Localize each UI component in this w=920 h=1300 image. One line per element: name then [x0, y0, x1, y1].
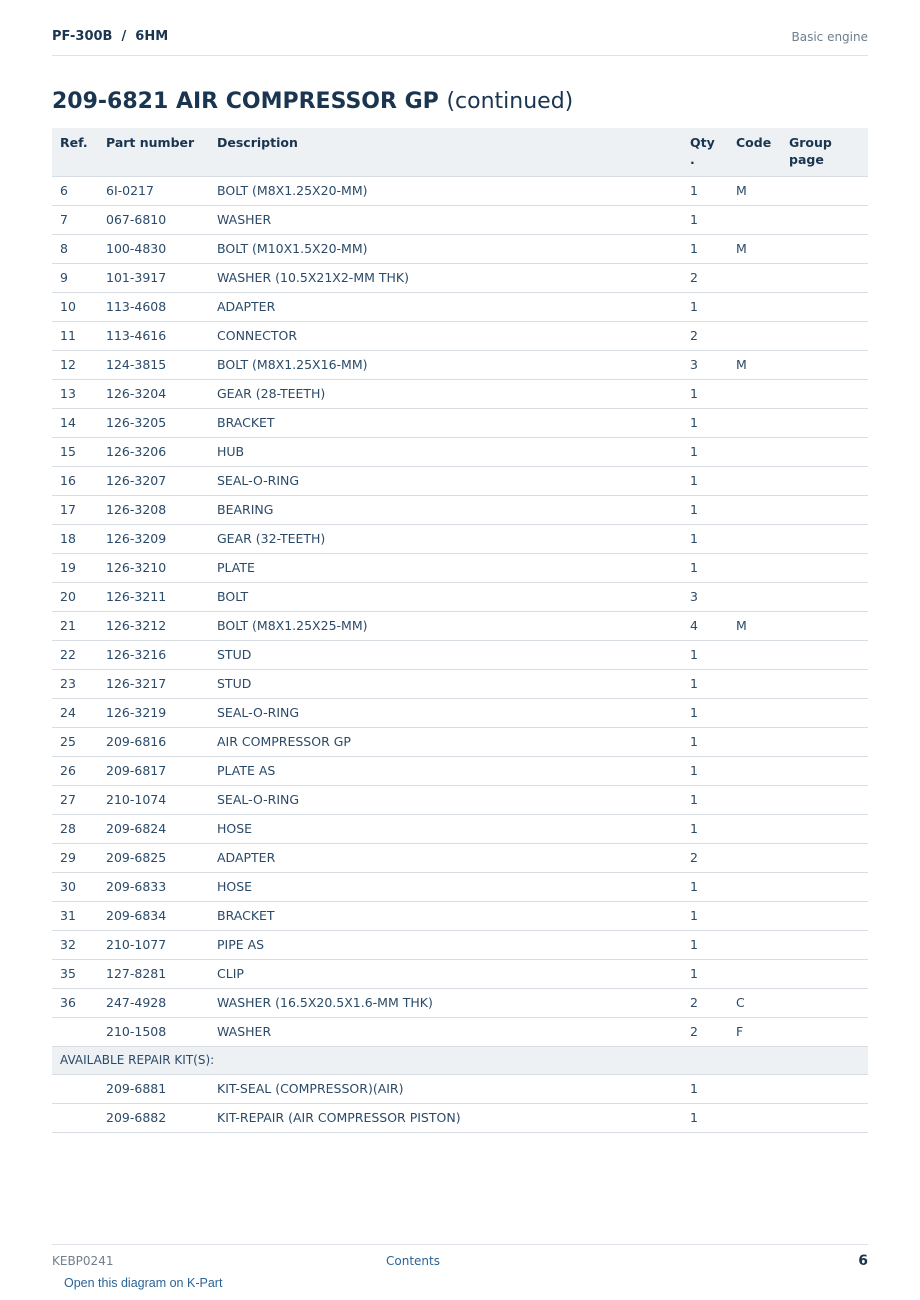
code-cell — [728, 785, 781, 814]
table-row — [52, 553, 868, 582]
part-number-cell: 210-1508 — [98, 1017, 209, 1046]
group-title: 209-6821 AIR COMPRESSOR GP — [52, 89, 439, 114]
table-row — [52, 988, 868, 1017]
part-number-cell: 126-3212 — [98, 611, 209, 640]
description-cell: PIPE AS — [209, 930, 682, 959]
group-page-cell — [781, 640, 868, 669]
col-header-group-page: Group page — [781, 128, 868, 176]
part-number-cell: 126-3204 — [98, 379, 209, 408]
group-page-cell — [781, 959, 868, 988]
part-number-cell: 113-4616 — [98, 321, 209, 350]
ref-cell: 16 — [52, 466, 98, 495]
group-page-cell — [781, 292, 868, 321]
code-cell — [728, 959, 781, 988]
description-cell: SEAL-O-RING — [209, 698, 682, 727]
part-number-cell: 209-6825 — [98, 843, 209, 872]
ref-cell: 18 — [52, 524, 98, 553]
description-cell: BOLT (M10X1.5X20-MM) — [209, 234, 682, 263]
qty-cell: 1 — [682, 785, 728, 814]
qty-cell: 1 — [682, 437, 728, 466]
code-cell — [728, 669, 781, 698]
ref-cell: 12 — [52, 350, 98, 379]
section-label: Basic engine — [791, 30, 868, 44]
code-cell — [728, 437, 781, 466]
code-cell: C — [728, 988, 781, 1017]
description-cell: HOSE — [209, 814, 682, 843]
group-page-cell — [781, 321, 868, 350]
part-number-cell: 100-4830 — [98, 234, 209, 263]
table-row — [52, 640, 868, 669]
table-row — [52, 524, 868, 553]
part-number-cell: 247-4928 — [98, 988, 209, 1017]
group-page-cell — [781, 930, 868, 959]
table-row — [52, 669, 868, 698]
col-header-qty: Qty . — [682, 128, 728, 176]
group-page-cell — [781, 379, 868, 408]
part-number-cell: 126-3219 — [98, 698, 209, 727]
table-row — [52, 408, 868, 437]
group-page-cell — [781, 263, 868, 292]
qty-cell: 1 — [682, 872, 728, 901]
description-cell: PLATE AS — [209, 756, 682, 785]
parts-table-body — [52, 176, 868, 1132]
code-cell — [728, 1074, 781, 1103]
ref-cell: 15 — [52, 437, 98, 466]
qty-cell: 1 — [682, 524, 728, 553]
part-number-cell: 067-6810 — [98, 205, 209, 234]
code-cell: M — [728, 176, 781, 205]
ref-cell: 9 — [52, 263, 98, 292]
part-number-cell: 209-6817 — [98, 756, 209, 785]
qty-cell: 2 — [682, 843, 728, 872]
description-cell: BOLT (M8X1.25X20-MM) — [209, 176, 682, 205]
part-number-cell: 126-3205 — [98, 408, 209, 437]
code-cell — [728, 756, 781, 785]
group-page-cell — [781, 872, 868, 901]
ref-cell: 19 — [52, 553, 98, 582]
table-row — [52, 263, 868, 292]
description-cell: ADAPTER — [209, 843, 682, 872]
part-number-cell: 209-6834 — [98, 901, 209, 930]
code-cell — [728, 495, 781, 524]
ref-cell: 7 — [52, 205, 98, 234]
qty-cell: 1 — [682, 1103, 728, 1132]
code-cell — [728, 321, 781, 350]
qty-cell: 1 — [682, 756, 728, 785]
group-page-cell — [781, 785, 868, 814]
part-number-cell: 113-4608 — [98, 292, 209, 321]
page-number: 6 — [858, 1253, 868, 1269]
group-page-cell — [781, 466, 868, 495]
group-page-cell — [781, 814, 868, 843]
col-header-description: Description — [209, 128, 682, 176]
table-row — [52, 495, 868, 524]
table-row — [52, 437, 868, 466]
qty-cell: 1 — [682, 205, 728, 234]
description-cell: CLIP — [209, 959, 682, 988]
table-row — [52, 959, 868, 988]
page-title — [52, 89, 573, 114]
qty-cell: 1 — [682, 466, 728, 495]
col-header-ref: Ref. — [52, 128, 98, 176]
code-cell — [728, 930, 781, 959]
continued-label: (continued) — [446, 89, 574, 114]
code-cell — [728, 205, 781, 234]
ref-cell: 36 — [52, 988, 98, 1017]
group-page-cell — [781, 988, 868, 1017]
description-cell: WASHER — [209, 205, 682, 234]
table-row — [52, 321, 868, 350]
description-cell: BOLT (M8X1.25X25-MM) — [209, 611, 682, 640]
code-cell — [728, 379, 781, 408]
description-cell: ADAPTER — [209, 292, 682, 321]
part-number-cell: 127-8281 — [98, 959, 209, 988]
table-row — [52, 379, 868, 408]
qty-cell: 1 — [682, 640, 728, 669]
repair-kit-row — [52, 1074, 868, 1103]
code-cell — [728, 524, 781, 553]
group-page-cell — [781, 1017, 868, 1046]
part-number-cell: 6I-0217 — [98, 176, 209, 205]
table-row — [52, 234, 868, 263]
code-cell — [728, 727, 781, 756]
model-label: PF-300B / 6HM — [52, 29, 169, 44]
part-number-cell: 126-3208 — [98, 495, 209, 524]
ref-cell — [52, 1103, 98, 1132]
table-row — [52, 1017, 868, 1046]
ref-cell: 24 — [52, 698, 98, 727]
ref-cell — [52, 1017, 98, 1046]
ref-cell: 23 — [52, 669, 98, 698]
description-cell: KIT-SEAL (COMPRESSOR)(AIR) — [209, 1074, 682, 1103]
description-cell: WASHER (10.5X21X2-MM THK) — [209, 263, 682, 292]
qty-cell: 1 — [682, 930, 728, 959]
code-cell — [728, 872, 781, 901]
qty-cell: 1 — [682, 727, 728, 756]
parts-table — [52, 128, 868, 1133]
qty-cell: 3 — [682, 582, 728, 611]
ref-cell: 29 — [52, 843, 98, 872]
group-page-cell — [781, 611, 868, 640]
part-number-cell: 126-3207 — [98, 466, 209, 495]
part-number-cell: 126-3209 — [98, 524, 209, 553]
code-cell — [728, 263, 781, 292]
description-cell: GEAR (32-TEETH) — [209, 524, 682, 553]
part-number-cell: 210-1074 — [98, 785, 209, 814]
ref-cell: 28 — [52, 814, 98, 843]
ref-cell: 6 — [52, 176, 98, 205]
qty-cell: 1 — [682, 698, 728, 727]
qty-cell: 1 — [682, 553, 728, 582]
qty-cell: 1 — [682, 901, 728, 930]
qty-cell: 1 — [682, 495, 728, 524]
table-row — [52, 205, 868, 234]
code-cell: M — [728, 234, 781, 263]
qty-cell: 2 — [682, 321, 728, 350]
qty-cell: 2 — [682, 1017, 728, 1046]
group-page-cell — [781, 901, 868, 930]
code-cell: M — [728, 611, 781, 640]
repair-kit-row — [52, 1103, 868, 1132]
description-cell: PLATE — [209, 553, 682, 582]
group-page-cell — [781, 350, 868, 379]
group-page-cell — [781, 843, 868, 872]
code-cell: F — [728, 1017, 781, 1046]
table-row — [52, 611, 868, 640]
ref-cell: 35 — [52, 959, 98, 988]
code-cell — [728, 640, 781, 669]
group-page-cell — [781, 756, 868, 785]
description-cell: BEARING — [209, 495, 682, 524]
table-row — [52, 350, 868, 379]
ref-cell: 11 — [52, 321, 98, 350]
part-number-cell: 126-3210 — [98, 553, 209, 582]
group-page-cell — [781, 727, 868, 756]
part-number-cell: 126-3216 — [98, 640, 209, 669]
group-page-cell — [781, 437, 868, 466]
repair-kit-header: AVAILABLE REPAIR KIT(S): — [52, 1046, 868, 1074]
table-row — [52, 930, 868, 959]
code-cell — [728, 814, 781, 843]
table-row — [52, 756, 868, 785]
table-row — [52, 292, 868, 321]
table-row — [52, 814, 868, 843]
description-cell: KIT-REPAIR (AIR COMPRESSOR PISTON) — [209, 1103, 682, 1132]
group-page-cell — [781, 553, 868, 582]
description-cell: CONNECTOR — [209, 321, 682, 350]
qty-cell: 2 — [682, 988, 728, 1017]
group-page-cell — [781, 698, 868, 727]
ref-cell — [52, 1074, 98, 1103]
ref-cell: 13 — [52, 379, 98, 408]
description-cell: STUD — [209, 669, 682, 698]
part-number-cell: 126-3217 — [98, 669, 209, 698]
ref-cell: 27 — [52, 785, 98, 814]
description-cell: WASHER (16.5X20.5X1.6-MM THK) — [209, 988, 682, 1017]
table-row — [52, 582, 868, 611]
code-cell — [728, 843, 781, 872]
group-page-cell — [781, 1074, 868, 1103]
code-cell: M — [728, 350, 781, 379]
description-cell: HUB — [209, 437, 682, 466]
table-row — [52, 698, 868, 727]
group-page-cell — [781, 234, 868, 263]
code-cell — [728, 1103, 781, 1132]
ref-cell: 21 — [52, 611, 98, 640]
group-page-cell — [781, 205, 868, 234]
description-cell: STUD — [209, 640, 682, 669]
qty-cell: 1 — [682, 408, 728, 437]
description-cell: BOLT — [209, 582, 682, 611]
qty-cell: 1 — [682, 669, 728, 698]
code-cell — [728, 466, 781, 495]
part-number-cell: 126-3211 — [98, 582, 209, 611]
description-cell: HOSE — [209, 872, 682, 901]
description-cell: BRACKET — [209, 408, 682, 437]
contents-link[interactable]: Contents — [386, 1254, 440, 1268]
qty-cell: 1 — [682, 292, 728, 321]
qty-cell: 2 — [682, 263, 728, 292]
document-id: KEBP0241 — [52, 1254, 114, 1268]
group-page-cell — [781, 176, 868, 205]
group-page-cell — [781, 495, 868, 524]
qty-cell: 1 — [682, 176, 728, 205]
col-header-code: Code — [728, 128, 781, 176]
repair-kit-header-row — [52, 1046, 868, 1074]
code-cell — [728, 292, 781, 321]
part-number-cell: 209-6824 — [98, 814, 209, 843]
ref-cell: 30 — [52, 872, 98, 901]
table-row — [52, 843, 868, 872]
qty-cell: 4 — [682, 611, 728, 640]
description-cell: AIR COMPRESSOR GP — [209, 727, 682, 756]
table-row — [52, 785, 868, 814]
description-cell: SEAL-O-RING — [209, 785, 682, 814]
table-row — [52, 176, 868, 205]
ref-cell: 14 — [52, 408, 98, 437]
ref-cell: 26 — [52, 756, 98, 785]
part-number-cell: 209-6816 — [98, 727, 209, 756]
code-cell — [728, 901, 781, 930]
group-page-cell — [781, 1103, 868, 1132]
ref-cell: 10 — [52, 292, 98, 321]
ref-cell: 25 — [52, 727, 98, 756]
ref-cell: 20 — [52, 582, 98, 611]
qty-cell: 1 — [682, 1074, 728, 1103]
group-page-cell — [781, 524, 868, 553]
table-row — [52, 466, 868, 495]
code-cell — [728, 698, 781, 727]
description-cell: GEAR (28-TEETH) — [209, 379, 682, 408]
description-cell: BOLT (M8X1.25X16-MM) — [209, 350, 682, 379]
description-cell: WASHER — [209, 1017, 682, 1046]
ref-cell: 8 — [52, 234, 98, 263]
description-cell: BRACKET — [209, 901, 682, 930]
qty-cell: 3 — [682, 350, 728, 379]
part-number-cell: 209-6881 — [98, 1074, 209, 1103]
table-row — [52, 901, 868, 930]
table-row — [52, 727, 868, 756]
code-cell — [728, 553, 781, 582]
part-number-cell: 124-3815 — [98, 350, 209, 379]
part-number-cell: 209-6833 — [98, 872, 209, 901]
ref-cell: 17 — [52, 495, 98, 524]
part-number-cell: 209-6882 — [98, 1103, 209, 1132]
part-number-cell: 101-3917 — [98, 263, 209, 292]
qty-cell: 1 — [682, 379, 728, 408]
ref-cell: 32 — [52, 930, 98, 959]
ref-cell: 22 — [52, 640, 98, 669]
col-header-part-number: Part number — [98, 128, 209, 176]
page-header — [52, 29, 868, 56]
table-row — [52, 872, 868, 901]
group-page-cell — [781, 582, 868, 611]
page-footer — [52, 1244, 868, 1275]
qty-cell: 1 — [682, 814, 728, 843]
description-cell: SEAL-O-RING — [209, 466, 682, 495]
part-number-cell: 126-3206 — [98, 437, 209, 466]
qty-cell: 1 — [682, 234, 728, 263]
part-number-cell: 210-1077 — [98, 930, 209, 959]
group-page-cell — [781, 669, 868, 698]
code-cell — [728, 408, 781, 437]
group-page-cell — [781, 408, 868, 437]
qty-cell: 1 — [682, 959, 728, 988]
kpart-diagram-link[interactable]: Open this diagram on K-Part — [64, 1276, 223, 1290]
table-header-row — [52, 128, 868, 176]
ref-cell: 31 — [52, 901, 98, 930]
code-cell — [728, 582, 781, 611]
